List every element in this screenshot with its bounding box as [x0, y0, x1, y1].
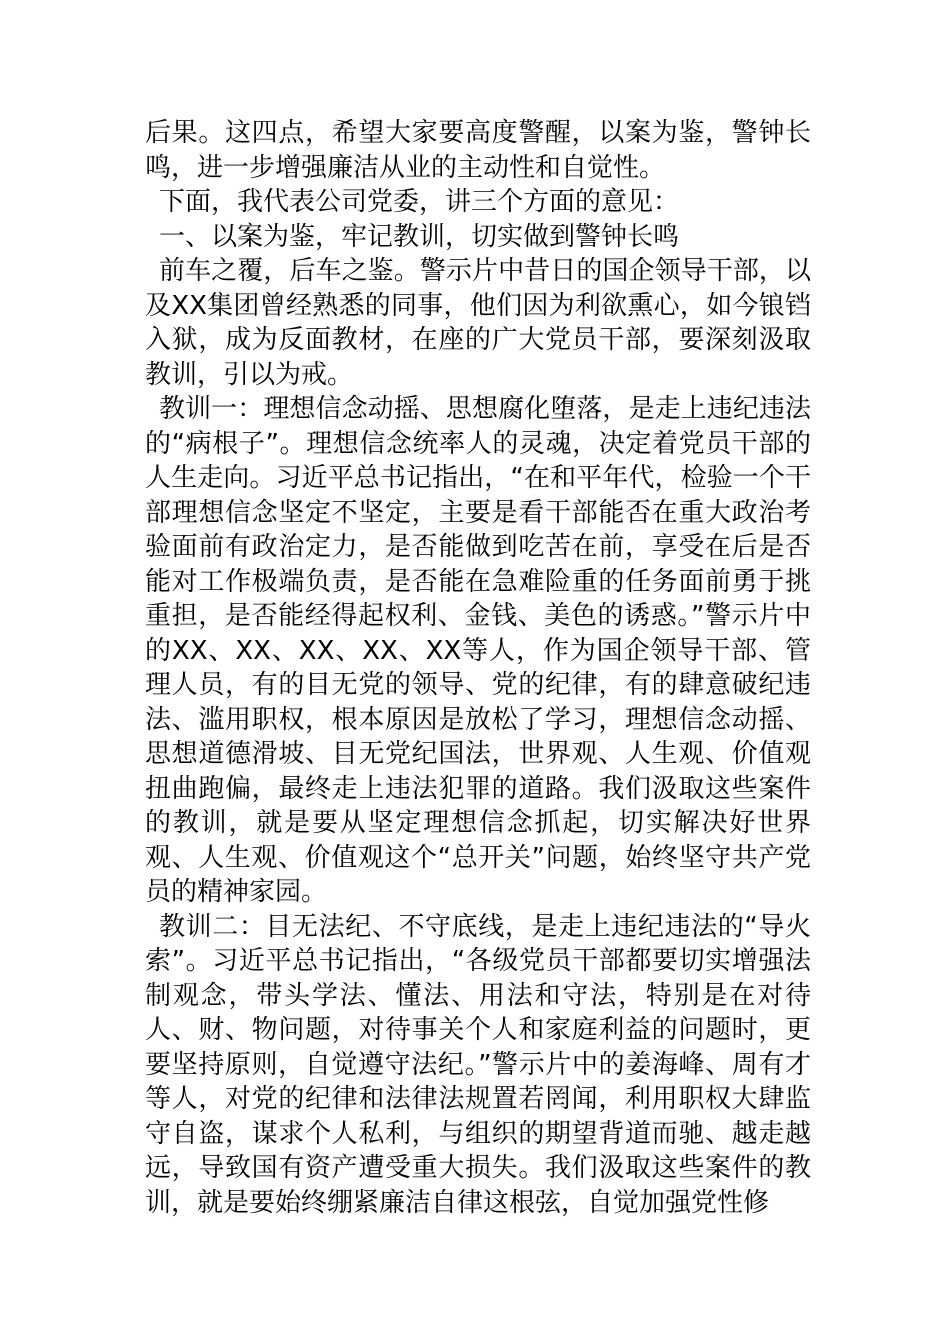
paragraph-intro: 下面，我代表公司党委，讲三个方面的意见： [159, 187, 680, 217]
section-heading-1: 一、以案为鉴，牢记教训，切实做到警钟长鸣 [159, 221, 680, 252]
paragraph-lesson-2: 教训二：目无法纪、不守底线，是走上违纪违法的“导火索”。习近平总书记指出，“各级党员干部都要切实增强法制观念，带头学法、懂法、用法和守法，特别是在对待人、财、物问题，对待事关个人和家庭利益的问题时，更要坚持原则，自觉遵守法纪。”警示片中的姜海峰、周有才等人，对党的纪律和法律法规置若罔闻，利用职权大肆监守自盗，谋求个人私利，与组织的期望背道而驰、越走越远，导致国有资产遭受重大损失。我们汲取这些案件的教训，就是要始终绷紧廉洁自律这根弦，自觉加强党性修 [145, 911, 811, 1218]
paragraph-lesson-1: 教训一：理想信念动摇、思想腐化堕落，是走上违纪违法的“病根子”。理想信念统率人的灵魂，决定着党员干部的人生走向。习近平总书记指出，“在和平年代，检验一个干部理想信念坚定不坚定，主要是看干部能否在重大政治考验面前有政治定力，是否能做到吃苦在前，享受在后是否能对工作极端负责，是否能在急难险重的任务面前勇于挑重担，是否能经得起权利、金钱、美色的诱惑。”警示片中的XX、XX、XX、XX、XX等人，作为国企领导干部、管理人员，有的目无党的领导、党的纪律，有的肆意破纪违法、滥用职权，根本原因是放松了学习，理想信念动摇、思想道德滑坡、目无党纪国法，世界观、人生观、价值观扭曲跑偏，最终走上违法犯罪的道路。我们汲取这些案件的教训，就是要从坚定理想信念抓起，切实解决好世界观、人生观、价值观这个“总开关”问题，始终坚守共产党员的精神家园。 [145, 394, 811, 907]
paragraph-lead: 前车之覆，后车之鉴。警示片中昔日的国企领导干部，以及XX集团曾经熟悉的同事，他们因为利欲熏心，如今锒铛入狱，成为反面教材，在座的广大党员干部，要深刻汲取教训，引以为戒。 [145, 256, 811, 390]
document-body [145, 116, 811, 1220]
paragraph-continuation: 后果。这四点，希望大家要高度警醒，以案为鉴，警钟长鸣，进一步增强廉洁从业的主动性和自觉性。 [145, 118, 811, 183]
